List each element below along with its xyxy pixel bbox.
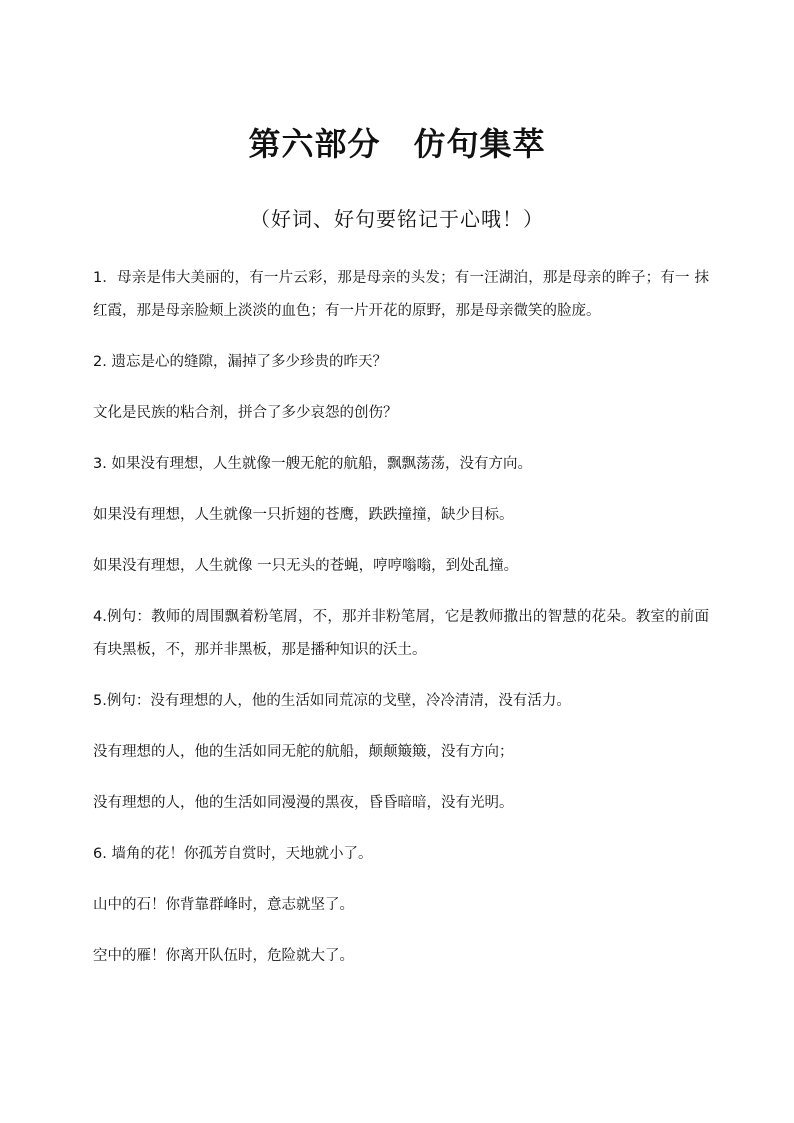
page-subtitle: （好词、好句要铭记于心哦！） (250, 207, 544, 231)
paragraph-3: 文化是民族的粘合剂，拼合了多少哀怨的创伤？ (93, 405, 398, 421)
paragraph-11: 6. 墙角的花！你孤芳自赏时，天地就小了。 (93, 846, 373, 862)
paragraph-13: 空中的雁！你离开队伍时，危险就大了。 (93, 948, 354, 964)
document-body (93, 262, 709, 991)
paragraph-9: 没有理想的人，他的生活如同无舵的航船，颠颠簸簸，没有方向； (93, 744, 514, 760)
paragraph-10: 没有理想的人，他的生活如同漫漫的黑夜，昏昏暗暗，没有光明。 (93, 795, 514, 811)
paragraph-4: 3. 如果没有理想，人生就像一艘无舵的航船，飘飘荡荡，没有方向。 (93, 456, 532, 472)
paragraph-5: 如果没有理想，人生就像一只折翅的苍鹰，跌跌撞撞，缺少目标。 (93, 507, 514, 523)
paragraph-8: 5.例句：没有理想的人，他的生活如同荒凉的戈壁，冷冷清清，没有活力。 (93, 693, 571, 709)
page-title: 第六部分 仿句集萃 (248, 125, 546, 163)
paragraph-12: 山中的石！你背靠群峰时，意志就坚了。 (93, 897, 354, 913)
paragraph-7: 4.例句：教师的周围飘着粉笔屑，不，那并非粉笔屑，它是教师撒出的智慧的花朵。教室的前面有块黑板，不，那并非黑板，那是播种知识的沃土。 (93, 609, 709, 658)
paragraph-1: 1．母亲是伟大美丽的，有一片云彩，那是母亲的头发；有一汪湖泊，那是母亲的眸子；有一 抹红霞，那是母亲脸颊上淡淡的血色；有一片开花的原野，那是母亲微笑的脸庞。 (93, 270, 709, 319)
paragraph-6: 如果没有理想，人生就像 一只无头的苍蝇，哼哼嗡嗡，到处乱撞。 (93, 558, 519, 574)
paragraph-2: 2. 遗忘是心的缝隙，漏掉了多少珍贵的昨天？ (93, 354, 387, 370)
